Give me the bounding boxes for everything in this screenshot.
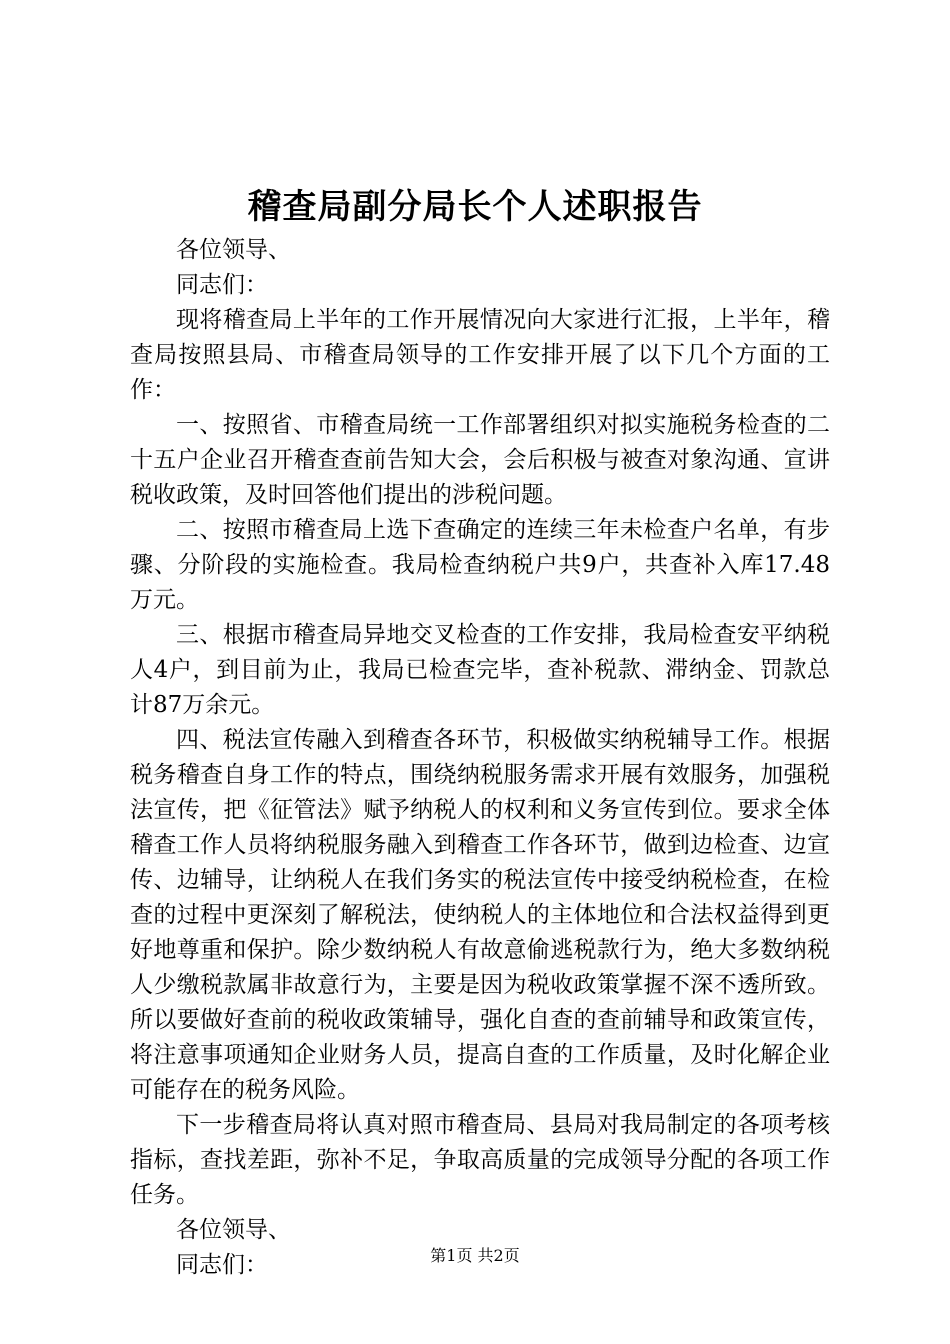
document-body: [130, 233, 830, 1283]
paragraph-intro: 现将稽查局上半年的工作开展情况向大家进行汇报，上半年，稽查局按照县局、市稽查局领导的工作安排开展了以下几个方面的工作：: [130, 307, 830, 403]
salutation-leaders: 各位领导、: [176, 237, 291, 263]
paragraph-next-steps: 下一步稽查局将认真对照市稽查局、县局对我局制定的各项考核指标，查找差距，弥补不足，争取高质量的完成领导分配的各项工作任务。: [130, 1112, 830, 1208]
paragraph-item-2: 二、按照市稽查局上选下查确定的连续三年未检查户名单，有步骤、分阶段的实施检查。我局检查纳税户共9户，共查补入库17.48万元。: [130, 517, 830, 613]
document-title: 稽查局副分局长个人述职报告: [247, 187, 703, 227]
paragraph-item-4: 四、税法宣传融入到稽查各环节，积极做实纳税辅导工作。根据税务稽查自身工作的特点，围绕纳税服务需求开展有效服务，加强税法宣传，把《征管法》赋予纳税人的权利和义务宣传到位。要求全体稽查工作人员将纳税服务融入到稽查工作各环节，做到边检查、边宣传、边辅导，让纳税人在我们务实的税法宣传中接受纳税检查，在检查的过程中更深刻了解税法，使纳税人的主体地位和合法权益得到更好地尊重和保护。除少数纳税人有故意偷逃税款行为，绝大多数纳税人少缴税款属非故意行为，主要是因为税收政策掌握不深不透所致。所以要做好查前的税收政策辅导，强化自查的查前辅导和政策宣传，将注意事项通知企业财务人员，提高自查的工作质量，及时化解企业可能存在的税务风险。: [130, 727, 830, 1103]
paragraph-item-3: 三、根据市稽查局异地交叉检查的工作安排，我局检查安平纳税人4户，到目前为止，我局已检查完毕，查补税款、滞纳金、罚款总计87万余元。: [130, 622, 830, 718]
closing-salutation-leaders: 各位领导、: [176, 1217, 291, 1243]
closing-salutation-comrades: 同志们：: [176, 1252, 268, 1278]
page-number-footer: 第1页 共2页: [430, 1246, 520, 1265]
paragraph-item-1: 一、按照省、市稽查局统一工作部署组织对拟实施税务检查的二十五户企业召开稽查查前告知大会，会后积极与被查对象沟通、宣讲税收政策，及时回答他们提出的涉税问题。: [130, 412, 830, 508]
salutation-comrades: 同志们：: [176, 272, 268, 298]
